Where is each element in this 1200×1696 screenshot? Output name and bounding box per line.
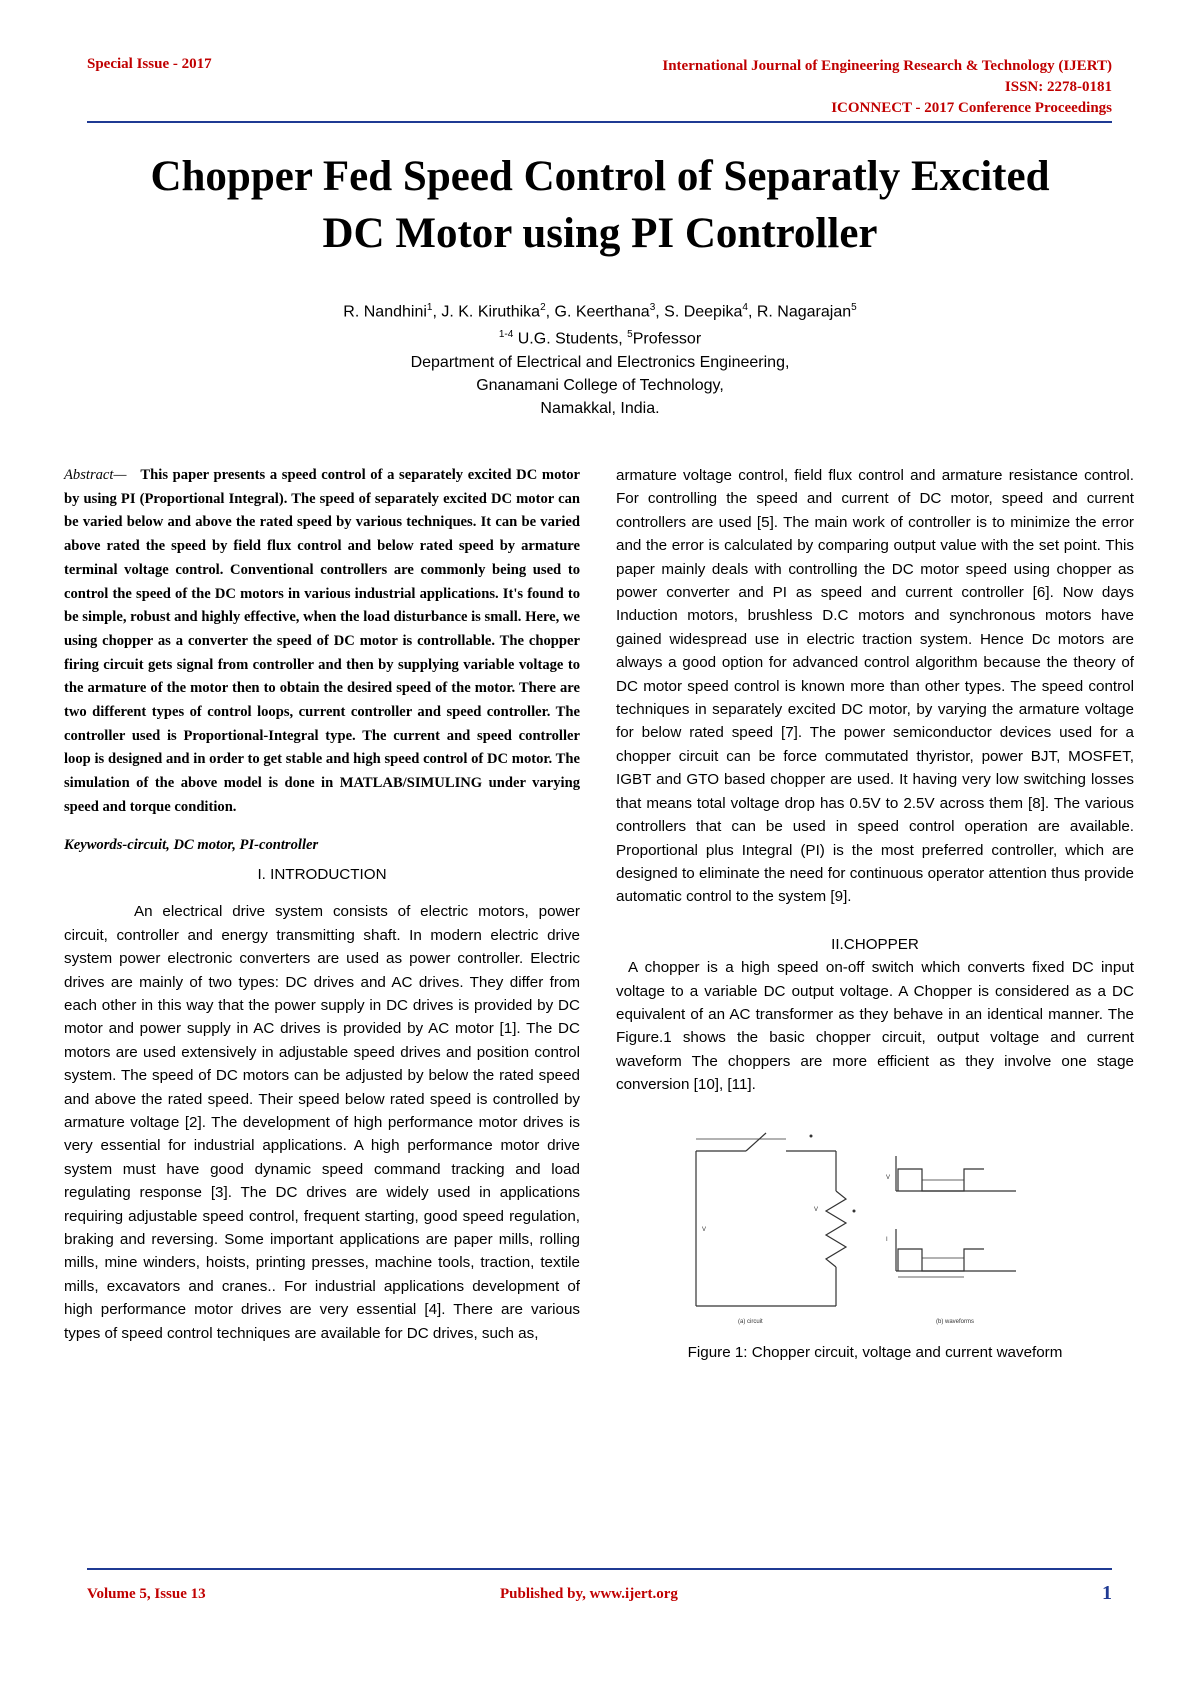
svg-text:V: V: [814, 1206, 819, 1213]
journal-issue: Special Issue - 2017: [87, 56, 212, 72]
college: Gnanamani College of Technology,: [476, 376, 724, 394]
issn: ISSN: 2278-0181: [1004, 79, 1112, 95]
introduction-text: An electrical drive system consists of electric motors, power circuit, controller and energy transmitting shaft. In modern electric drive system power electronic converters are used as power controller. Electric drives are mainly of two types: DC drives and AC drives. They differ from each other in this way that the power supply in DC drives is provided by DC motor and power supply in AC drives is provided by AC motor [1]. The DC motors are used extensively in adjustable speed drives and position control system. The speed of DC motors can be adjusted by below the rated speed and above the rated speed. Their speed below rated speed is controlled by armature voltage [2]. The development of high performance motor drives is very essential for industrial applications. A high performance motor drive system must have good dynamic speed command tracking and load regulating response [3]. The DC drives are widely used in applications requiring adjustable speed control, frequent starting, good speed regulation, braking and reversing. Some important applications are paper mills, rolling mills, mine winders, hoists, printing presses, machine tools, traction, textile mills, excavators and cranes.. For industrial applications development of high performance motor drives are very essential [4]. There are various types of speed control techniques are available for DC drives, such as,: [64, 903, 580, 1342]
publisher: Published by, www.ijert.org: [500, 1586, 678, 1602]
svg-text:(b) waveforms: (b) waveforms: [936, 1318, 975, 1325]
footer-divider: [87, 1568, 1112, 1570]
right-column: [616, 464, 1134, 1364]
figure-caption: Figure 1: Chopper circuit, voltage and current waveform: [687, 1343, 1063, 1361]
author-block: [0, 296, 1200, 420]
section-heading-introduction: I. INTRODUCTION: [257, 865, 387, 883]
paper-title: [60, 148, 1140, 262]
title-line-2: DC Motor using PI Controller: [322, 210, 878, 257]
abstract-label: Abstract—: [64, 467, 127, 483]
page-number: 1: [1102, 1582, 1112, 1604]
abstract: [64, 464, 580, 820]
chopper-text: A chopper is a high speed on-off switch which converts fixed DC input voltage to a variable DC output voltage. A Chopper is considered as a DC equivalent of an AC transformer as they behave in an identical manner. The Figure.1 shows the basic chopper circuit, output voltage and current waveform The choppers are more efficient as they involve one stage conversion [10], [11].: [616, 959, 1134, 1094]
header-divider: [87, 121, 1112, 123]
title-line-1: Chopper Fed Speed Control of Separatly Excited: [150, 153, 1050, 200]
section-heading-chopper: II.CHOPPER: [831, 935, 919, 953]
abstract-text: This paper presents a speed control of a separately excited DC motor by using PI (Proportional Integral). The speed of separately excited DC motor can be varied below and above the rated speed by various techniques. It can be varied above rated the speed by field flux control and below rated speed by armature terminal voltage control. Conventional controllers are commonly being used to control the speed of the DC motors in various industrial applications. It's found to be simple, robust and highly effective, when the load disturbance is small. Here, we using chopper as a converter the speed of DC motor is controllable. The chopper firing circuit gets signal from controller and then by supplying variable voltage to the armature of the motor then to obtain the desired speed of the motor. There are two different types of control loops, current controller and speed controller. The controller used is Proportional-Integral type. The current and speed controller loop is designed and in order to get stable and high speed control of DC motor. The simulation of the above model is done in MATLAB/SIMULING under varying speed and torque condition.: [64, 467, 580, 815]
author-names: R. Nandhini$^1$, J. K. Kiruthika$^2$, G. Keerthana$^3$, S. Deepika$^4$, R. Nagarajan$^5$: [343, 302, 857, 321]
author-roles: $^{1-4}$ U.G. Students, $^5$Professor: [498, 329, 702, 348]
journal-name: International Journal of Engineering Research & Technology (IJERT): [662, 58, 1112, 74]
figure-1: [616, 1111, 1134, 1361]
volume-issue: Volume 5, Issue 13: [87, 1586, 206, 1602]
svg-text:V: V: [702, 1226, 707, 1233]
svg-text:V: V: [886, 1174, 891, 1181]
left-column: [64, 464, 580, 1345]
chopper-circuit-diagram: [686, 1111, 1076, 1339]
location: Namakkal, India.: [540, 399, 660, 417]
journal-header: [662, 56, 1112, 119]
keywords: Keywords-circuit, DC motor, PI-controller: [64, 836, 319, 853]
svg-text:I: I: [886, 1236, 888, 1243]
conference-name: ICONNECT - 2017 Conference Proceedings: [831, 100, 1112, 116]
department: Department of Electrical and Electronics Engineering,: [410, 353, 790, 371]
introduction-continued: armature voltage control, field flux control and armature resistance control. For controlling the speed and current of DC motor, speed and current controllers are used [5]. The main work of controller is to minimize the error and the error is calculated by comparing output value with the set point. This paper mainly deals with controlling the DC motor speed using chopper as power converter and PI as speed and current controller [6]. Now days Induction motors, brushless D.C motors and synchronous motors have gained widespread use in electric traction system. Hence Dc motors are always a good option for advanced control algorithm because the theory of DC motor speed control is known more than other types. The speed control techniques in separately excited DC motor, by varying the armature voltage for below rated speed [7]. The power semiconductor devices used for a chopper circuit can be force commutated thyristor, power BJT, MOSFET, IGBT and GTO based chopper are used. It having very low switching losses that means total voltage drop has 0.5V to 2.5V across them [8]. The various controllers that can be used in speed control operation are available. Proportional plus Integral (PI) is the most preferred controller, which are designed to eliminate the need for continuous operator attention thus provide automatic control to the system [9].: [616, 467, 1134, 906]
svg-text:(a) circuit: (a) circuit: [738, 1318, 763, 1325]
